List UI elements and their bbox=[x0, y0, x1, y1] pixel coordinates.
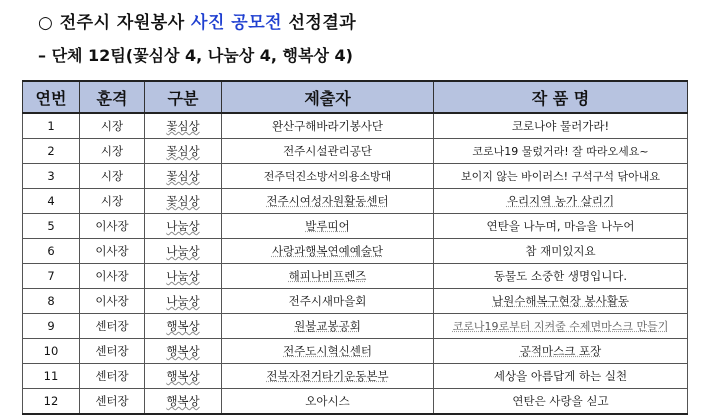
cell-no: 2 bbox=[23, 139, 80, 164]
cell-grade: 이사장 bbox=[80, 214, 145, 239]
cell-no: 6 bbox=[23, 239, 80, 264]
table-row bbox=[23, 264, 688, 289]
table-row bbox=[23, 389, 688, 415]
cell-grade: 이사장 bbox=[80, 289, 145, 314]
cell-no: 4 bbox=[23, 189, 80, 214]
cell-grade: 시장 bbox=[80, 189, 145, 214]
title-highlight: 사진 공모전 bbox=[191, 13, 283, 33]
header-category: 구분 bbox=[145, 81, 222, 113]
cell-work: 코로나야 물러가라! bbox=[434, 113, 688, 139]
cell-submitter: 완산구해바라기봉사단 bbox=[222, 113, 434, 139]
table-row bbox=[23, 314, 688, 339]
cell-category: 행복상 bbox=[145, 314, 222, 339]
cell-submitter: 원불교봉공회 bbox=[222, 314, 434, 339]
cell-submitter: 사랑과행복연예예술단 bbox=[222, 239, 434, 264]
cell-work: 코로나19 물렀거라! 잘 따라오세요~ bbox=[434, 139, 688, 164]
cell-grade: 센터장 bbox=[80, 364, 145, 389]
page-title bbox=[38, 8, 356, 33]
title-suffix: 선정결과 bbox=[282, 13, 357, 33]
cell-no: 1 bbox=[23, 113, 80, 139]
cell-no: 7 bbox=[23, 264, 80, 289]
cell-grade: 센터장 bbox=[80, 389, 145, 415]
results-table bbox=[22, 80, 688, 415]
cell-no: 10 bbox=[23, 339, 80, 364]
cell-no: 9 bbox=[23, 314, 80, 339]
header-work: 작 품 명 bbox=[434, 81, 688, 113]
cell-grade: 이사장 bbox=[80, 264, 145, 289]
cell-submitter: 전주시설관리공단 bbox=[222, 139, 434, 164]
cell-grade: 시장 bbox=[80, 164, 145, 189]
cell-submitter: 전북자전거타기운동본부 bbox=[222, 364, 434, 389]
cell-no: 8 bbox=[23, 289, 80, 314]
table-row bbox=[23, 164, 688, 189]
cell-grade: 센터장 bbox=[80, 339, 145, 364]
table-row bbox=[23, 339, 688, 364]
table-row bbox=[23, 113, 688, 139]
cell-work: 참 재미있지요 bbox=[434, 239, 688, 264]
cell-grade: 시장 bbox=[80, 139, 145, 164]
cell-category: 꽃심상 bbox=[145, 139, 222, 164]
cell-category: 나눔상 bbox=[145, 214, 222, 239]
cell-category: 행복상 bbox=[145, 364, 222, 389]
cell-submitter: 전주시새마을회 bbox=[222, 289, 434, 314]
table-row bbox=[23, 189, 688, 214]
cell-no: 12 bbox=[23, 389, 80, 415]
header-row bbox=[23, 81, 688, 113]
cell-category: 나눔상 bbox=[145, 239, 222, 264]
table-row bbox=[23, 289, 688, 314]
cell-work: 동물도 소중한 생명입니다. bbox=[434, 264, 688, 289]
cell-grade: 시장 bbox=[80, 113, 145, 139]
cell-no: 5 bbox=[23, 214, 80, 239]
cell-submitter: 발루띠어 bbox=[222, 214, 434, 239]
cell-submitter: 해피나비프렌즈 bbox=[222, 264, 434, 289]
cell-grade: 센터장 bbox=[80, 314, 145, 339]
cell-submitter: 오아시스 bbox=[222, 389, 434, 415]
table-row bbox=[23, 139, 688, 164]
table-row bbox=[23, 239, 688, 264]
cell-submitter: 전주도시혁신센터 bbox=[222, 339, 434, 364]
header-grade: 훈격 bbox=[80, 81, 145, 113]
cell-work: 보이지 않는 바이러스! 구석구석 닦아내요 bbox=[434, 164, 688, 189]
cell-work: 우리지역 농가 살리기 bbox=[434, 189, 688, 214]
cell-work: 세상을 아름답게 하는 실천 bbox=[434, 364, 688, 389]
cell-category: 나눔상 bbox=[145, 264, 222, 289]
header-submitter: 제출자 bbox=[222, 81, 434, 113]
cell-category: 행복상 bbox=[145, 389, 222, 415]
cell-work: 연탄은 사랑을 싣고 bbox=[434, 389, 688, 415]
cell-work: 공적마스크 포장 bbox=[434, 339, 688, 364]
cell-work: 코로나19로부터 지켜줄 수제면마스크 만들기 bbox=[434, 314, 688, 339]
title-prefix: ○ 전주시 자원봉사 bbox=[38, 13, 192, 33]
header-no: 연번 bbox=[23, 81, 80, 113]
cell-category: 꽃심상 bbox=[145, 164, 222, 189]
cell-work: 연탄을 나누며, 마음을 나누어 bbox=[434, 214, 688, 239]
cell-no: 11 bbox=[23, 364, 80, 389]
cell-grade: 이사장 bbox=[80, 239, 145, 264]
table-row bbox=[23, 364, 688, 389]
page-subtitle: – 단체 12팀(꽃심상 4, 나눔상 4, 행복상 4) bbox=[38, 46, 353, 65]
cell-category: 나눔상 bbox=[145, 289, 222, 314]
cell-submitter: 전주덕진소방서의용소방대 bbox=[222, 164, 434, 189]
cell-work: 남원수해복구현장 봉사활동 bbox=[434, 289, 688, 314]
cell-category: 꽃심상 bbox=[145, 113, 222, 139]
cell-no: 3 bbox=[23, 164, 80, 189]
cell-submitter: 전주시여성자원활동센터 bbox=[222, 189, 434, 214]
cell-category: 꽃심상 bbox=[145, 189, 222, 214]
cell-category: 행복상 bbox=[145, 339, 222, 364]
table-row bbox=[23, 214, 688, 239]
